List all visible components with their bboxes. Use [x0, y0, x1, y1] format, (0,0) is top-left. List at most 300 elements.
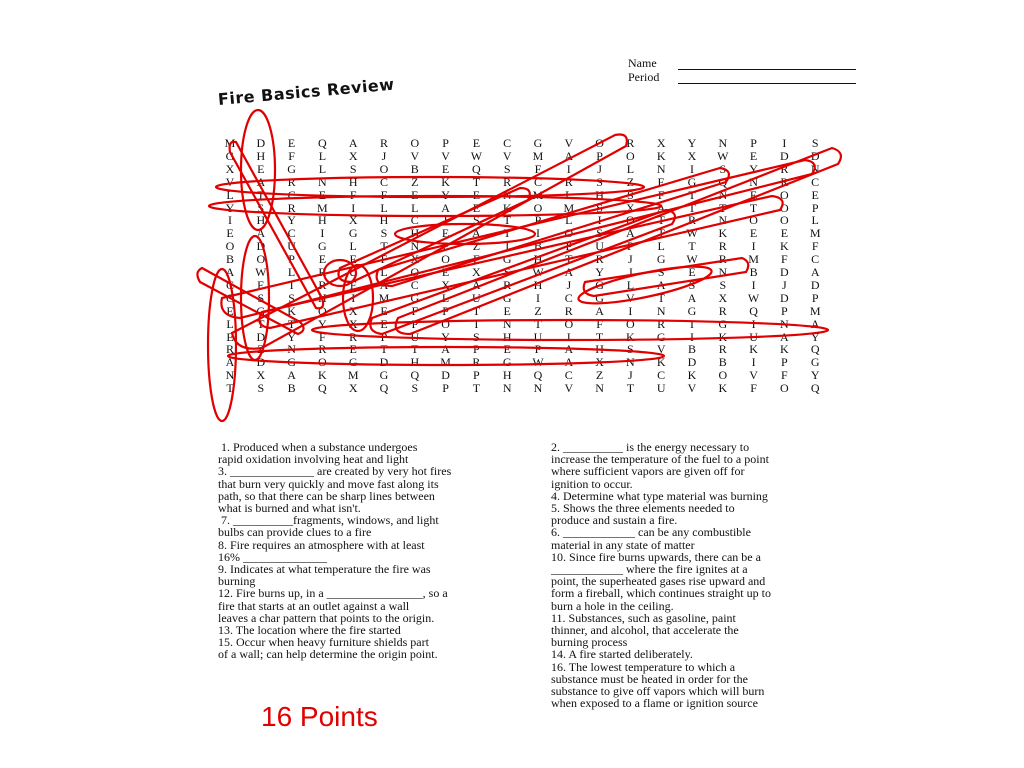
clue-line: of a wall; can help determine the origin point. [218, 647, 438, 662]
grid-letter: X [595, 355, 604, 370]
grid-letter: I [228, 213, 232, 228]
points-label: 16 Points [261, 701, 378, 732]
grid-letter: E [257, 277, 265, 292]
grid-letter: O [379, 161, 389, 176]
grid-letter: O [626, 148, 635, 163]
grid-letter: D [256, 239, 266, 254]
grid-letter: M [440, 355, 451, 370]
grid-letter: Q [318, 381, 327, 396]
grid-letter: A [656, 200, 666, 215]
grid-letter: J [381, 148, 387, 163]
grid-letter: B [533, 239, 542, 254]
grid-letter: A [441, 342, 450, 357]
grid-letter: K [780, 239, 789, 254]
grid-letter: O [441, 252, 450, 267]
grid-letter: S [257, 381, 265, 396]
grid-letter: X [656, 136, 666, 150]
clue-line: point, the superheated gases rise upward and [551, 574, 766, 589]
grid-letter: G [533, 136, 543, 150]
grid-letter: F [411, 303, 419, 318]
grid-letter: G [348, 355, 358, 370]
clue-line: what is burned and what isn't. [218, 501, 361, 516]
grid-letter: N [718, 187, 728, 202]
grid-letter: G [287, 161, 296, 176]
grid-letter: F [349, 187, 357, 202]
grid-letter: H [379, 213, 389, 228]
grid-letter: T [257, 316, 265, 331]
clue-line: 10. Since fire burns upwards, there can be a [551, 549, 761, 564]
grid-letter: T [719, 200, 727, 215]
period-label: Period [628, 70, 660, 84]
grid-letter: G [810, 355, 820, 370]
grid-letter: L [811, 213, 819, 228]
grid-letter: D [256, 355, 266, 370]
grid-letter: R [564, 303, 573, 318]
grid-letter: N [810, 161, 820, 176]
grid-letter: A [626, 226, 635, 241]
clue-line: when exposed to a flame or ignition source [551, 696, 758, 711]
grid-letter: I [782, 136, 787, 150]
grid-letter: T [657, 226, 665, 241]
clue-line: 15. Occur when heavy furniture shields part [218, 635, 429, 650]
grid-letter: I [536, 226, 540, 241]
grid-letter: F [319, 329, 326, 344]
grid-letter: E [780, 226, 789, 241]
grid-letter: X [348, 213, 358, 228]
grid-letter: J [566, 277, 572, 292]
grid-letter: S [627, 342, 634, 357]
grid-letter: K [718, 226, 728, 241]
grid-letter: X [687, 148, 697, 163]
grid-letter: V [564, 381, 574, 396]
grid-letter: H [410, 226, 420, 241]
grid-letter: Z [534, 303, 542, 318]
grid-letter: U [410, 329, 420, 344]
grid-letter: I [443, 213, 448, 228]
grid-letter: X [348, 303, 358, 318]
grid-letter: Y [810, 329, 820, 344]
grid-letter: B [410, 161, 419, 176]
grid-letter: B [718, 355, 727, 370]
grid-letter: E [472, 187, 481, 202]
grid-letter: T [657, 213, 665, 228]
grid-letter: Z [626, 174, 635, 189]
grid-letter: R [349, 329, 358, 344]
grid-letter: E [441, 265, 450, 279]
grid-letter: N [656, 161, 666, 176]
grid-letter: A [441, 200, 450, 215]
grid-letter: Q [379, 381, 389, 396]
grid-letter: W [747, 290, 760, 305]
grid-letter: S [473, 329, 480, 344]
grid-letter: V [225, 174, 235, 189]
grid-letter: E [472, 136, 481, 150]
name-period-block [628, 56, 856, 84]
grid-letter: N [718, 136, 728, 150]
grid-letter: A [225, 355, 235, 370]
grid-letter: I [690, 316, 694, 331]
grid-letter: T [534, 316, 542, 331]
grid-letter: R [318, 277, 327, 292]
grid-letter: V [502, 148, 512, 163]
grid-letter: T [226, 381, 234, 396]
grid-letter: N [626, 355, 635, 370]
grid-letter: S [257, 200, 265, 215]
grid-letter: M [748, 252, 759, 267]
grid-letter: U [287, 239, 296, 254]
grid-letter: P [473, 368, 480, 383]
grid-letter: L [565, 213, 573, 228]
grid-letter: G [318, 239, 327, 254]
grid-letter: L [380, 265, 388, 279]
grid-letter: L [441, 290, 450, 305]
grid-letter: Q [749, 303, 758, 318]
grid-letter: V [687, 381, 697, 396]
grid-letter: K [656, 148, 666, 163]
grid-letter: I [690, 329, 694, 344]
grid-letter: O [564, 226, 574, 241]
grid-letter: J [597, 161, 602, 176]
grid-letter: A [256, 226, 266, 241]
grid-letter: W [255, 265, 267, 279]
grid-letter: V [626, 290, 635, 305]
grid-letter: H [595, 342, 604, 357]
grid-letter: O [626, 213, 635, 228]
grid-letter: T [595, 329, 604, 344]
grid-letter: A [564, 355, 574, 370]
grid-letter: K [687, 368, 697, 383]
grid-letter: D [256, 136, 266, 150]
grid-letter: T [411, 342, 419, 357]
grid-letter: T [287, 316, 296, 331]
grid-letter: L [226, 187, 234, 202]
clue-line: 7. __________fragments, windows, and light [218, 513, 439, 528]
grid-letter: I [320, 226, 325, 241]
name-blank-line [678, 57, 856, 70]
grid-letter: S [596, 200, 603, 215]
grid-letter: H [595, 187, 604, 202]
grid-letter: S [719, 161, 727, 176]
grid-letter: W [717, 148, 729, 163]
grid-letter: E [380, 316, 388, 331]
grid-letter: A [687, 290, 697, 305]
grid-letter: K [318, 368, 327, 383]
grid-letter: K [626, 329, 635, 344]
grid-letter: I [751, 316, 756, 331]
grid-letter: K [656, 355, 666, 370]
clue-line: ____________ where the fire ignites at a [551, 562, 748, 577]
clue-line: 11. Substances, such as gasoline, paint [551, 610, 736, 625]
grid-letter: O [626, 316, 635, 331]
grid-letter: U [656, 381, 666, 396]
grid-letter: I [690, 161, 694, 176]
grid-letter: W [470, 148, 483, 163]
grid-letter: R [718, 342, 727, 357]
grid-letter: S [811, 136, 819, 150]
grid-letter: F [750, 381, 757, 396]
grid-letter: T [565, 252, 573, 267]
name-label: Name [628, 56, 657, 70]
grid-letter: N [225, 368, 235, 383]
grid-letter: R [657, 316, 666, 331]
grid-letter: F [657, 187, 665, 202]
grid-letter: K [718, 381, 728, 396]
answer-circle [216, 174, 644, 197]
grid-letter: I [566, 329, 571, 344]
grid-letter: C [410, 213, 419, 228]
grid-letter: U [749, 329, 758, 344]
grid-letter: P [811, 200, 819, 215]
grid-letter: I [597, 213, 602, 228]
grid-letter: N [718, 213, 728, 228]
grid-letter: O [780, 213, 789, 228]
clue-line: fire that starts at an outlet against a wall [218, 598, 410, 613]
grid-letter: H [502, 368, 512, 383]
grid-letter: U [348, 265, 358, 279]
grid-letter: X [718, 290, 728, 305]
grid-letter: R [318, 265, 327, 279]
grid-letter: K [441, 174, 450, 189]
clue-line: 16. The lowest temperature to which a [551, 659, 736, 674]
grid-letter: E [749, 187, 758, 202]
grid-letter: G [656, 252, 666, 267]
grid-letter: A [595, 303, 604, 318]
grid-letter: Q [533, 368, 543, 383]
grid-letter: G [256, 303, 266, 318]
grid-letter: I [566, 161, 571, 176]
grid-letter: R [472, 355, 481, 370]
grid-letter: E [503, 303, 511, 318]
grid-letter: N [502, 187, 512, 202]
grid-letter: E [441, 226, 450, 241]
grid-letter: S [349, 161, 357, 176]
grid-letter: A [810, 265, 820, 279]
grid-letter: G [287, 355, 296, 370]
clue-line: 3. ______________ are created by very hot fires [218, 464, 452, 479]
grid-letter: E [287, 136, 296, 150]
grid-letter: C [287, 226, 296, 241]
grid-letter: Q [472, 161, 481, 176]
grid-letter: U [533, 329, 543, 344]
grid-letter: C [657, 368, 666, 383]
grid-letter: D [780, 265, 789, 279]
grid-letter: Y [441, 187, 450, 202]
clue-line: form a fireball, which continues straight up to [551, 586, 771, 601]
grid-letter: N [533, 381, 543, 396]
grid-letter: X [348, 316, 358, 331]
clue-line: 2. __________ is the energy necessary to [551, 440, 750, 454]
grid-letter: F [473, 252, 480, 267]
grid-letter: M [532, 187, 544, 202]
grid-letter: L [287, 265, 296, 279]
grid-letter: O [410, 136, 420, 150]
grid-letter: R [595, 252, 604, 267]
grid-letter: T [503, 213, 511, 228]
grid-letter: O [564, 316, 574, 331]
grid-letter: V [441, 148, 450, 163]
answer-loop [230, 142, 324, 309]
grid-letter: X [348, 148, 358, 163]
grid-letter: S [688, 277, 696, 292]
grid-letter: D [441, 368, 450, 383]
grid-letter: L [657, 239, 665, 254]
grid-letter: G [502, 290, 512, 305]
clue-line: rapid oxidation involving heat and light [218, 452, 409, 467]
grid-letter: M [532, 148, 544, 163]
grid-letter: L [349, 239, 357, 254]
grid-letter: R [379, 136, 388, 150]
clue-line: where sufficient vapors are given off for [551, 464, 745, 479]
grid-letter: P [781, 355, 788, 370]
grid-letter: K [718, 329, 728, 344]
clue-line: 8. Fire requires an atmosphere with at least [218, 537, 425, 552]
grid-letter: P [596, 148, 603, 163]
grid-letter: D [780, 148, 789, 163]
grid-letter: M [563, 200, 575, 215]
grid-letter: J [628, 265, 633, 279]
grid-letter: R [287, 174, 296, 189]
grid-letter: D [810, 277, 820, 292]
grid-letter: P [750, 136, 757, 150]
grid-letter: A [564, 342, 574, 357]
grid-letter: P [473, 342, 480, 357]
grid-letter: L [318, 161, 327, 176]
grid-letter: U [472, 290, 481, 305]
grid-letter: D [687, 355, 697, 370]
grid-letter: Y [749, 161, 758, 176]
grid-letter: C [503, 136, 512, 150]
grid-letter: A [379, 277, 389, 292]
grid-letter: Z [411, 174, 419, 189]
grid-letter: E [380, 303, 388, 318]
grid-letter: O [318, 355, 327, 370]
grid-letter: D [379, 355, 389, 370]
grid-letter: R [626, 136, 635, 150]
grid-letter: F [380, 252, 388, 267]
answer-loop [377, 168, 729, 286]
grid-letter: Z [595, 368, 604, 383]
grid-letter: N [502, 381, 512, 396]
grid-letter: P [442, 303, 449, 318]
grid-letter: N [718, 265, 728, 279]
grid-letter: I [751, 277, 756, 292]
grid-letter: M [317, 200, 328, 215]
grid-letter: S [473, 213, 480, 228]
grid-letter: C [533, 174, 542, 189]
grid-letter: R [564, 174, 573, 189]
grid-letter: H [533, 252, 543, 267]
grid-letter: S [596, 226, 603, 241]
clue-line: that burn very quickly and move fast along its [218, 476, 439, 491]
grid-letter: P [442, 239, 449, 254]
grid-letter: C [811, 174, 820, 189]
grid-letter: E [411, 187, 419, 202]
grid-letter: V [410, 148, 420, 163]
grid-letter: P [411, 316, 419, 331]
grid-letter: B [287, 381, 296, 396]
grid-letter: E [472, 200, 481, 215]
grid-letter: L [565, 187, 573, 202]
grid-letter: S [719, 277, 727, 292]
grid-letter: R [718, 239, 727, 254]
grid-letter: W [532, 265, 544, 279]
answer-loop [259, 196, 782, 331]
grid-letter: N [410, 239, 420, 254]
grid-letter: K [287, 303, 296, 318]
clue-line: 13. The location where the fire started [218, 623, 401, 638]
grid-letter: E [349, 342, 357, 357]
grid-letter: J [628, 252, 633, 267]
grid-letter: H [256, 213, 266, 228]
grid-letter: F [781, 252, 788, 267]
grid-letter: X [225, 161, 235, 176]
grid-letter: O [718, 368, 728, 383]
grid-letter: R [287, 200, 296, 215]
grid-letter: U [595, 239, 604, 254]
grid-letter: S [503, 161, 511, 176]
grid-letter: O [256, 252, 266, 267]
grid-letter: E [688, 265, 696, 279]
grid-letter: C [410, 277, 419, 292]
grid-letter: O [225, 239, 235, 254]
grid-letter: F [349, 277, 357, 292]
grid-letter: M [809, 303, 821, 318]
grid-letter: E [349, 252, 357, 267]
clue-line: 16% ______________ [218, 549, 327, 564]
grid-letter: A [564, 265, 574, 279]
grid-letter: A [564, 148, 574, 163]
grid-letter: A [810, 316, 820, 331]
clue-line: substance to give off vapors which will burn [551, 684, 765, 699]
period-row [628, 70, 856, 84]
grid-letter: Y [287, 213, 296, 228]
grid-letter: X [410, 252, 420, 267]
grid-letter: H [410, 355, 420, 370]
grid-letter: F [380, 187, 388, 202]
grid-letter: I [351, 200, 356, 215]
grid-letter: P [565, 239, 573, 254]
grid-letter: E [226, 303, 234, 318]
clue-line: produce and sustain a fire. [551, 513, 678, 528]
grid-letter: L [411, 200, 419, 215]
grid-letter: T [626, 381, 635, 396]
clue-line: thinner, and alcohol, that accelerate the [551, 623, 739, 638]
grid-letter: P [534, 213, 542, 228]
grid-letter: C [379, 174, 388, 189]
grid-letter: L [626, 277, 635, 292]
grid-letter: S [257, 290, 265, 305]
clue-line: leaves a char pattern that points to the origin. [218, 610, 435, 625]
clue-line: material in any state of matter [551, 537, 695, 552]
grid-letter: G [502, 355, 512, 370]
grid-letter: D [810, 148, 820, 163]
grid-letter: R [503, 277, 512, 292]
grid-letter: A [472, 226, 481, 241]
clue-line: 12. Fire burns up, in a ________________, so a [218, 586, 448, 601]
grid-letter: R [718, 303, 727, 318]
grid-letter: A [472, 277, 481, 292]
grid-letter: O [533, 200, 543, 215]
name-row [628, 56, 856, 70]
clue-line: 9. Indicates at what temperature the fire was [218, 562, 431, 577]
grid-letter: N [502, 316, 512, 331]
grid-letter: A [780, 329, 789, 344]
grid-letter: T [380, 239, 388, 254]
grid-letter: N [656, 303, 666, 318]
clue-line: bulbs can provide clues to a fire [218, 525, 372, 540]
grid-letter: C [811, 252, 820, 267]
grid-letter: I [474, 316, 479, 331]
